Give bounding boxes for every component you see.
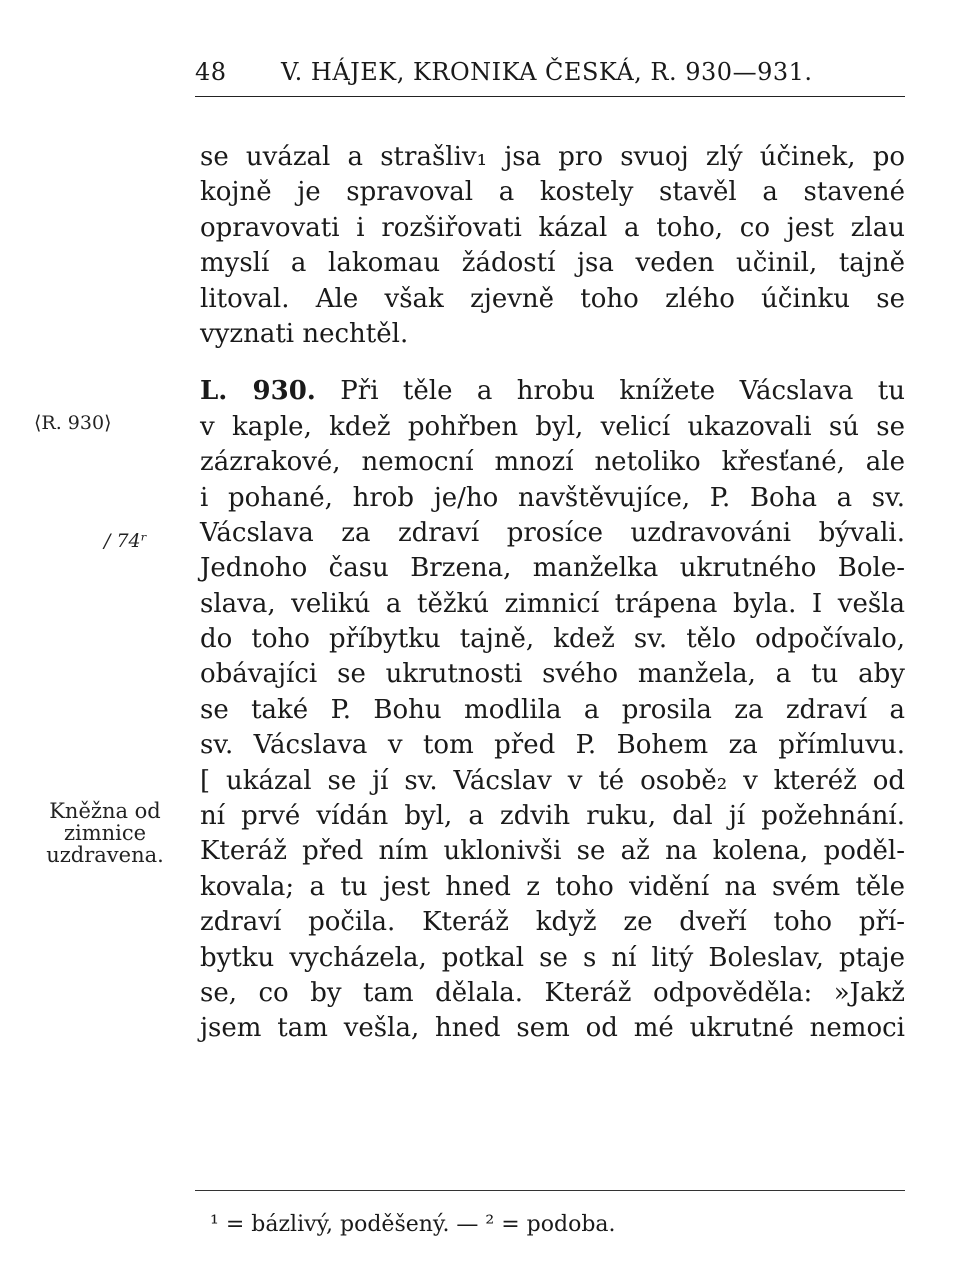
text-line: [ ukázal se jí sv. Vácslav v té osobě₂ v kteréž od bbox=[200, 765, 905, 796]
text-line-rest: Při těle a hrobu knížete Vácslava tu bbox=[315, 376, 905, 407]
main-text bbox=[200, 140, 905, 1047]
text-line: bytku vycházela, potkal se s ní litý Boleslav, ptaje bbox=[200, 942, 905, 973]
text-line: i pohané, hrob je/ho navštěvujíce, P. Boha a sv. bbox=[200, 482, 905, 513]
page-number: 48 bbox=[195, 58, 227, 86]
running-header bbox=[195, 58, 905, 86]
text-line: Kteráž před ním uklonivši se až na kolena, poděl- bbox=[200, 836, 905, 867]
margin-note-line: Kněžna od bbox=[49, 799, 161, 823]
footnote-rule bbox=[195, 1190, 905, 1191]
text-line: se, co by tam dělala. Kteráž odpověděla: »Jakž bbox=[200, 977, 905, 1008]
margin-folio-marker: / 74ʳ bbox=[104, 530, 148, 552]
text-line: se uvázal a strašliv₁ jsa pro svuoj zlý účinek, po bbox=[200, 142, 905, 172]
text-line: ní prvé vídán byl, a zdvih ruku, dal jí požehnání. bbox=[200, 801, 905, 832]
running-title: V. HÁJEK, KRONIKA ČESKÁ, R. 930—931. bbox=[281, 58, 813, 86]
text-line: myslí a lakomau žádostí jsa veden učinil, tajně bbox=[200, 248, 905, 279]
text-line: obávajíci se ukrutnosti svého manžela, a tu aby bbox=[200, 659, 905, 690]
text-line: zázrakové, nemocní mnozí netoliko křesťané, ale bbox=[200, 447, 905, 478]
margin-note-line: zimnice bbox=[63, 821, 147, 845]
paragraph-1 bbox=[200, 140, 905, 352]
text-line: opravovati i rozšiřovati kázal a toho, co jest zlau bbox=[200, 212, 905, 243]
text-line: v kaple, kdež pohřben byl, velicí ukazovali sú se bbox=[200, 411, 905, 442]
margin-year-marker: ⟨R. 930⟩ bbox=[34, 412, 112, 434]
text-line: jsem tam vešla, hned sem od mé ukrutné nemoci bbox=[200, 1013, 905, 1044]
footnote: ¹ = bázlivý, poděšený. — ² = podoba. bbox=[210, 1212, 616, 1237]
text-line: zdraví počila. Kteráž když ze dveří toho pří- bbox=[200, 907, 905, 938]
text-line: Jednoho času Brzena, manželka ukrutného Bole- bbox=[200, 553, 905, 584]
text-line: do toho příbytku tajně, kdež sv. tělo odpočívalo, bbox=[200, 624, 905, 655]
paragraph-2 bbox=[200, 374, 905, 1046]
text-line: slava, velikú a těžkú zimnicí trápena byla. I vešla bbox=[200, 588, 905, 619]
year-heading: L. 930. bbox=[200, 376, 316, 407]
text-line: litoval. Ale však zjevně toho zlého účinku se bbox=[200, 283, 905, 314]
text-line bbox=[200, 374, 905, 409]
header-rule bbox=[195, 96, 905, 97]
text-line: sv. Vácslava v tom před P. Bohem za přímluvu. bbox=[200, 730, 905, 761]
text-line: kovala; a tu jest hned z toho vidění na svém těle bbox=[200, 871, 905, 902]
margin-note bbox=[30, 800, 180, 866]
text-line: vyznati nechtěl. bbox=[200, 318, 409, 349]
text-line: se také P. Bohu modlila a prosila za zdraví a bbox=[200, 694, 905, 725]
text-line: kojně je spravoval a kostely stavěl a stavené bbox=[200, 177, 905, 208]
text-line: Vácslava za zdraví prosíce uzdravováni bývali. bbox=[200, 517, 905, 548]
margin-note-line: uzdravena. bbox=[46, 843, 164, 867]
